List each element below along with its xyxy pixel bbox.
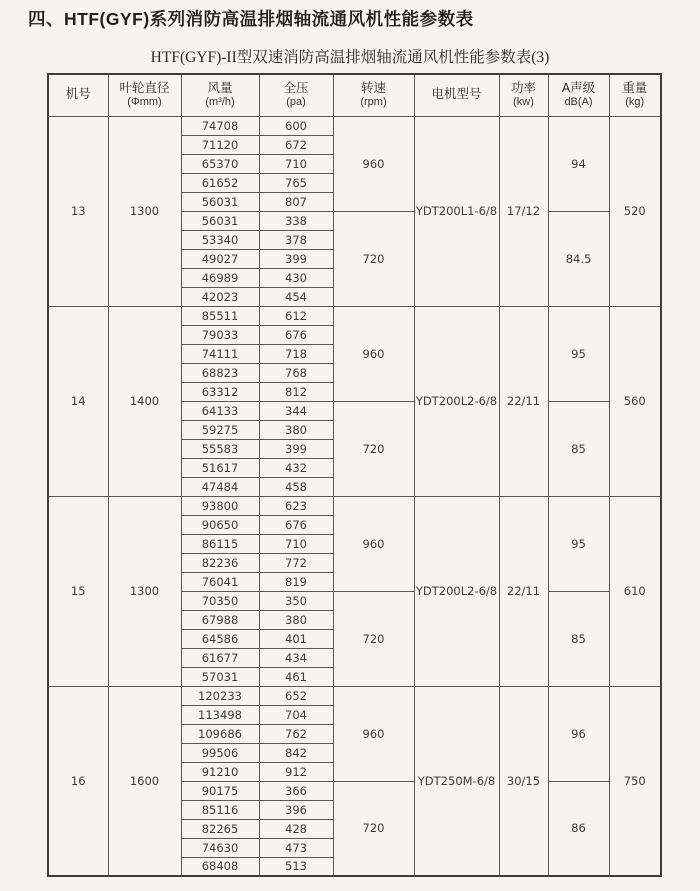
noise-level-cell: 85: [548, 401, 609, 496]
airflow-cell: 74708: [181, 116, 259, 135]
impeller-diameter-cell: 1300: [108, 496, 181, 686]
pressure-cell: 676: [259, 325, 333, 344]
noise-level-cell: 95: [548, 496, 609, 591]
airflow-cell: 61677: [181, 648, 259, 667]
pressure-cell: 338: [259, 211, 333, 230]
header-airflow: 风量 (m³/h): [181, 74, 259, 116]
pressure-cell: 434: [259, 648, 333, 667]
airflow-cell: 82236: [181, 553, 259, 572]
speed-cell: 720: [333, 591, 414, 686]
noise-level-cell: 95: [548, 306, 609, 401]
table-row: [48, 496, 661, 515]
pressure-cell: 710: [259, 534, 333, 553]
table-row: [48, 686, 661, 705]
table-header: [48, 74, 661, 116]
airflow-cell: 63312: [181, 382, 259, 401]
airflow-cell: 64586: [181, 629, 259, 648]
airflow-cell: 90650: [181, 515, 259, 534]
pressure-cell: 380: [259, 610, 333, 629]
header-pressure: 全压 (pa): [259, 74, 333, 116]
pressure-cell: 399: [259, 439, 333, 458]
header-impeller-diameter: 叶轮直径 (Φmm): [108, 74, 181, 116]
table-row: [48, 306, 661, 325]
airflow-cell: 61652: [181, 173, 259, 192]
noise-level-cell: 94: [548, 116, 609, 211]
header-row: [48, 74, 661, 116]
airflow-cell: 85511: [181, 306, 259, 325]
airflow-cell: 42023: [181, 287, 259, 306]
pressure-cell: 807: [259, 192, 333, 211]
pressure-cell: 676: [259, 515, 333, 534]
pressure-cell: 513: [259, 857, 333, 876]
airflow-cell: 120233: [181, 686, 259, 705]
airflow-cell: 91210: [181, 762, 259, 781]
power-cell: 22/11: [499, 306, 548, 496]
pressure-cell: 600: [259, 116, 333, 135]
pressure-cell: 704: [259, 705, 333, 724]
pressure-cell: 762: [259, 724, 333, 743]
pressure-cell: 401: [259, 629, 333, 648]
pressure-cell: 432: [259, 458, 333, 477]
airflow-cell: 70350: [181, 591, 259, 610]
pressure-cell: 710: [259, 154, 333, 173]
airflow-cell: 53340: [181, 230, 259, 249]
impeller-diameter-cell: 1400: [108, 306, 181, 496]
airflow-cell: 99506: [181, 743, 259, 762]
noise-level-cell: 86: [548, 781, 609, 876]
pressure-cell: 454: [259, 287, 333, 306]
motor-model-cell: YDT200L2-6/8: [414, 306, 499, 496]
power-cell: 22/11: [499, 496, 548, 686]
pressure-cell: 461: [259, 667, 333, 686]
airflow-cell: 113498: [181, 705, 259, 724]
pressure-cell: 380: [259, 420, 333, 439]
power-cell: 17/12: [499, 116, 548, 306]
airflow-cell: 49027: [181, 249, 259, 268]
table-row: [48, 116, 661, 135]
pressure-cell: 344: [259, 401, 333, 420]
noise-level-cell: 96: [548, 686, 609, 781]
speed-cell: 720: [333, 781, 414, 876]
model-no-cell: 13: [48, 116, 108, 306]
speed-cell: 960: [333, 116, 414, 211]
airflow-cell: 67988: [181, 610, 259, 629]
pressure-cell: 612: [259, 306, 333, 325]
noise-level-cell: 84.5: [548, 211, 609, 306]
airflow-cell: 86115: [181, 534, 259, 553]
pressure-cell: 812: [259, 382, 333, 401]
pressure-cell: 430: [259, 268, 333, 287]
airflow-cell: 46989: [181, 268, 259, 287]
impeller-diameter-cell: 1600: [108, 686, 181, 876]
motor-model-cell: YDT250M-6/8: [414, 686, 499, 876]
airflow-cell: 93800: [181, 496, 259, 515]
speed-cell: 960: [333, 496, 414, 591]
airflow-cell: 56031: [181, 192, 259, 211]
speed-cell: 960: [333, 306, 414, 401]
power-cell: 30/15: [499, 686, 548, 876]
header-model-no: 机号: [48, 74, 108, 116]
pressure-cell: 458: [259, 477, 333, 496]
airflow-cell: 65370: [181, 154, 259, 173]
airflow-cell: 64133: [181, 401, 259, 420]
impeller-diameter-cell: 1300: [108, 116, 181, 306]
airflow-cell: 71120: [181, 135, 259, 154]
pressure-cell: 350: [259, 591, 333, 610]
performance-table: [47, 73, 662, 877]
model-no-cell: 15: [48, 496, 108, 686]
airflow-cell: 51617: [181, 458, 259, 477]
pressure-cell: 672: [259, 135, 333, 154]
airflow-cell: 85116: [181, 800, 259, 819]
page-title: 四、HTF(GYF)系列消防高温排烟轴流通风机性能参数表: [28, 9, 474, 29]
pressure-cell: 912: [259, 762, 333, 781]
airflow-cell: 47484: [181, 477, 259, 496]
model-no-cell: 14: [48, 306, 108, 496]
speed-cell: 720: [333, 401, 414, 496]
model-no-cell: 16: [48, 686, 108, 876]
pressure-cell: 652: [259, 686, 333, 705]
pressure-cell: 396: [259, 800, 333, 819]
pressure-cell: 765: [259, 173, 333, 192]
airflow-cell: 82265: [181, 819, 259, 838]
header-weight: 重量 (kg): [609, 74, 661, 116]
motor-model-cell: YDT200L2-6/8: [414, 496, 499, 686]
weight-cell: 750: [609, 686, 661, 876]
header-noise-level: A声级 dB(A): [548, 74, 609, 116]
pressure-cell: 768: [259, 363, 333, 382]
pressure-cell: 623: [259, 496, 333, 515]
airflow-cell: 55583: [181, 439, 259, 458]
airflow-cell: 79033: [181, 325, 259, 344]
header-speed: 转速 (rpm): [333, 74, 414, 116]
weight-cell: 520: [609, 116, 661, 306]
pressure-cell: 378: [259, 230, 333, 249]
pressure-cell: 399: [259, 249, 333, 268]
motor-model-cell: YDT200L1-6/8: [414, 116, 499, 306]
pressure-cell: 842: [259, 743, 333, 762]
airflow-cell: 74111: [181, 344, 259, 363]
airflow-cell: 57031: [181, 667, 259, 686]
airflow-cell: 68408: [181, 857, 259, 876]
airflow-cell: 68823: [181, 363, 259, 382]
airflow-cell: 76041: [181, 572, 259, 591]
airflow-cell: 109686: [181, 724, 259, 743]
airflow-cell: 90175: [181, 781, 259, 800]
header-power: 功率 (kw): [499, 74, 548, 116]
speed-cell: 720: [333, 211, 414, 306]
header-motor-model: 电机型号: [414, 74, 499, 116]
speed-cell: 960: [333, 686, 414, 781]
weight-cell: 610: [609, 496, 661, 686]
weight-cell: 560: [609, 306, 661, 496]
pressure-cell: 819: [259, 572, 333, 591]
table-subtitle: HTF(GYF)-II型双速消防高温排烟轴流通风机性能参数表(3): [150, 49, 550, 66]
table-body: [48, 116, 661, 876]
pressure-cell: 718: [259, 344, 333, 363]
pressure-cell: 473: [259, 838, 333, 857]
pressure-cell: 366: [259, 781, 333, 800]
pressure-cell: 772: [259, 553, 333, 572]
airflow-cell: 59275: [181, 420, 259, 439]
airflow-cell: 56031: [181, 211, 259, 230]
performance-table-container: [47, 73, 662, 877]
noise-level-cell: 85: [548, 591, 609, 686]
airflow-cell: 74630: [181, 838, 259, 857]
pressure-cell: 428: [259, 819, 333, 838]
